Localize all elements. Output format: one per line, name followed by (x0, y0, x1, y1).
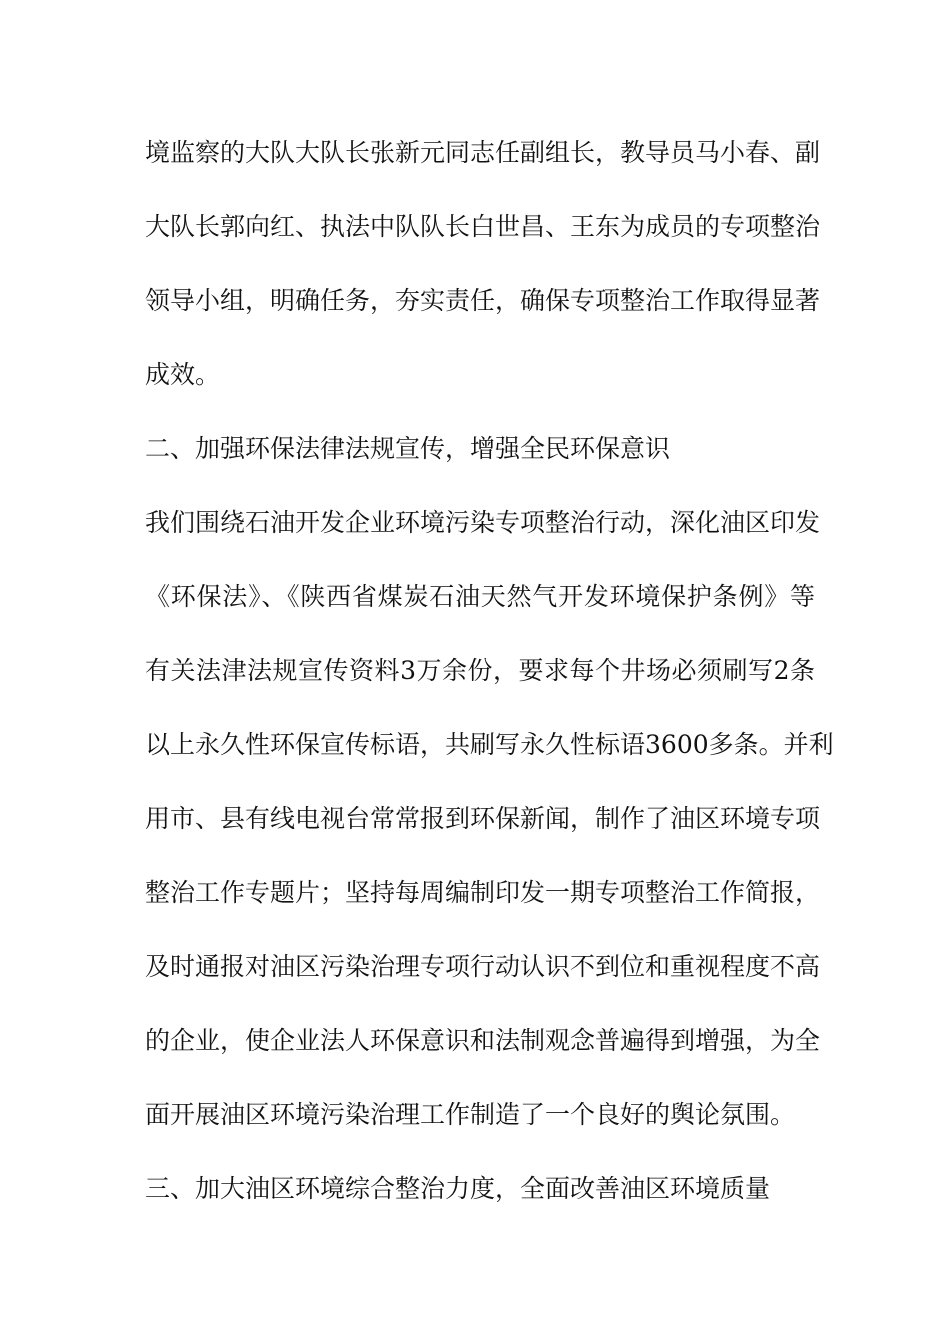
paragraph-line: 及时通报对油区污染治理专项行动认识不到位和重视程度不高 (145, 952, 821, 981)
section-heading: 二、加强环保法律法规宣传，增强全民环保意识 (145, 434, 671, 463)
paragraph-line: 有关法津法规宣传资料3万余份，要求每个井场必须刷写2条 (145, 656, 815, 685)
paragraph-line: 《环保法》、《陕西省煤炭石油天然气开发环境保护条例》等 (145, 582, 815, 611)
paragraph-line: 我们围绕石油开发企业环境污染专项整治行动，深化油区印发 (145, 508, 821, 537)
section-heading: 三、加大油区环境综合整治力度，全面改善油区环境质量 (145, 1174, 771, 1203)
paragraph-line: 整治工作专题片；坚持每周编制印发一期专项整治工作简报， (145, 878, 821, 907)
paragraph-line: 面开展油区环境污染治理工作制造了一个良好的舆论氛围。 (145, 1100, 796, 1129)
paragraph-line: 成效。 (145, 360, 221, 389)
paragraph-line: 境监察的大队大队长张新元同志任副组长，教导员马小春、副 (145, 138, 821, 167)
paragraph-line: 用市、县有线电视台常常报到环保新闻，制作了油区环境专项 (145, 804, 821, 833)
paragraph-line: 以上永久性环保宣传标语，共刷写永久性标语3600多条。并利 (145, 730, 834, 759)
paragraph-line: 的企业，使企业法人环保意识和法制观念普遍得到增强，为全 (145, 1026, 821, 1055)
paragraph-line: 领导小组，明确任务，夯实责任，确保专项整治工作取得显著 (145, 286, 821, 315)
paragraph-line: 大队长郭向红、执法中队队长白世昌、王东为成员的专项整治 (145, 212, 821, 241)
